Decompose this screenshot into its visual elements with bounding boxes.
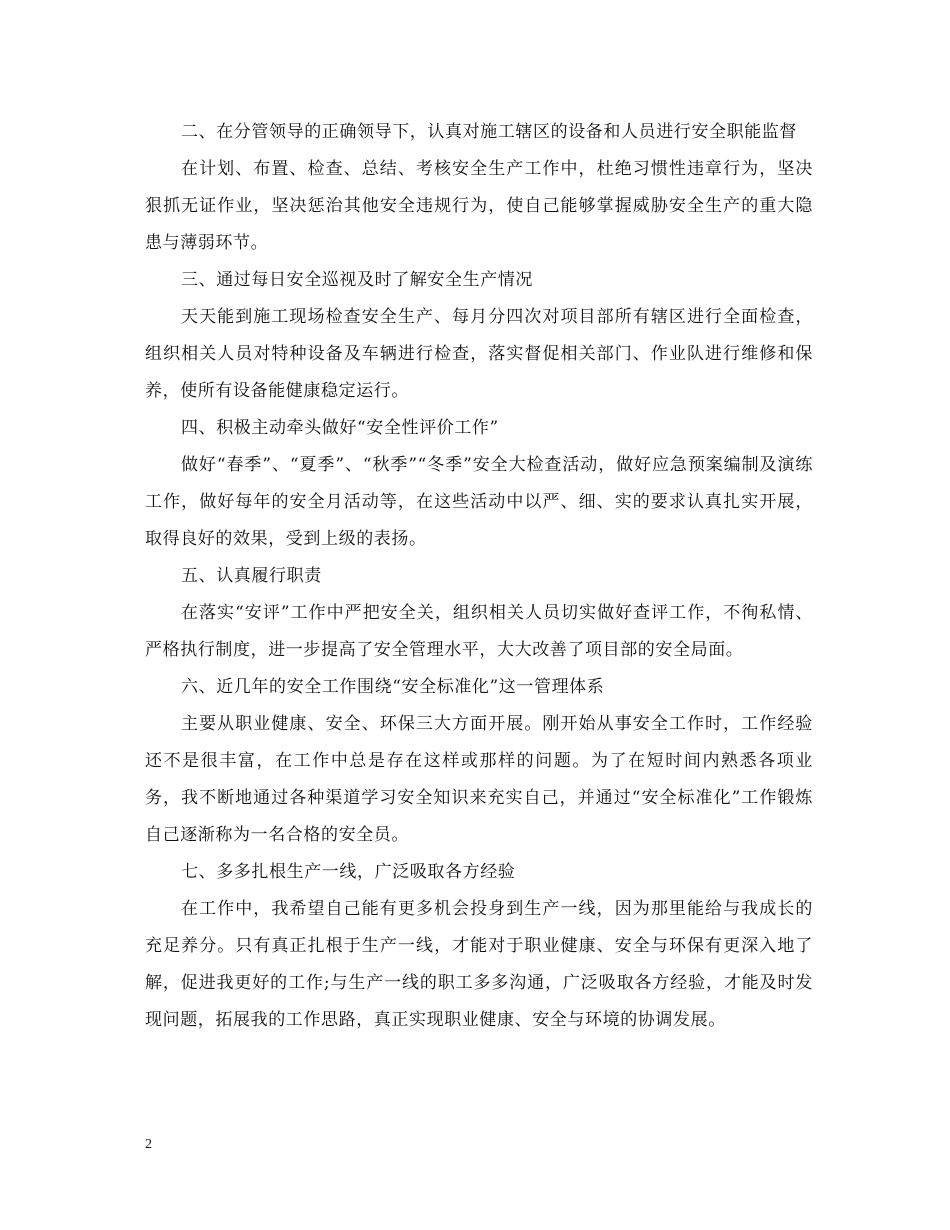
body-paragraph: 在计划、布置、检查、总结、考核安全生产工作中，杜绝习惯性违章行为，坚决狠抓无证作业，坚决惩治其他安全违规行为，使自己能够掌握威胁安全生产的重大隐患与薄弱环节。: [145, 159, 813, 253]
body-paragraph: 做好“春季”、“夏季”、“秋季”“冬季”安全大检查活动，做好应急预案编制及演练工作，做好每年的安全月活动等，在这些活动中以严、细、实的要求认真扎实开展，取得良好的效果，受到上级的表扬。: [145, 455, 813, 549]
section-heading-6: 六、近几年的安全工作围绕“安全标准化”这一管理体系: [181, 677, 605, 697]
section-heading-2: 二、在分管领导的正确领导下，认真对施工辖区的设备和人员进行安全职能监督: [181, 122, 797, 142]
body-paragraph: 在工作中，我希望自己能有更多机会投身到生产一线，因为那里能给与我成长的充足养分。只有真正扎根于生产一线，才能对于职业健康、安全与环保有更深入地了解，促进我更好的工作;与生产一线的职工多多沟通，广泛吸取各方经验，才能及时发现问题，拓展我的工作思路，真正实现职业健康、安全与环境的协调发展。: [145, 899, 813, 1030]
document-body: [145, 114, 813, 1039]
section-heading-4: 四、积极主动牵头做好“安全性评价工作”: [181, 418, 499, 438]
body-paragraph: 在落实“安评”工作中严把安全关，组织相关人员切实做好查评工作，不徇私情、严格执行制度，进一步提高了安全管理水平，大大改善了项目部的安全局面。: [145, 603, 813, 660]
section-heading-5: 五、认真履行职责: [181, 566, 322, 586]
body-paragraph: 主要从职业健康、安全、环保三大方面开展。刚开始从事安全工作时，工作经验还不是很丰富，在工作中总是存在这样或那样的问题。为了在短时间内熟悉各项业务，我不断地通过各种渠道学习安全知识来充实自己，并通过“安全标准化”工作锻炼自己逐渐称为一名合格的安全员。: [145, 714, 813, 845]
body-paragraph: 天天能到施工现场检查安全生产、每月分四次对项目部所有辖区进行全面检查，组织相关人员对特种设备及车辆进行检查，落实督促相关部门、作业队进行维修和保养，使所有设备能健康稳定运行。: [145, 307, 813, 401]
section-heading-7: 七、多多扎根生产一线，广泛吸取各方经验: [181, 862, 516, 882]
page-number: 2: [145, 1137, 152, 1152]
section-heading-3: 三、通过每日安全巡视及时了解安全生产情况: [181, 270, 533, 290]
